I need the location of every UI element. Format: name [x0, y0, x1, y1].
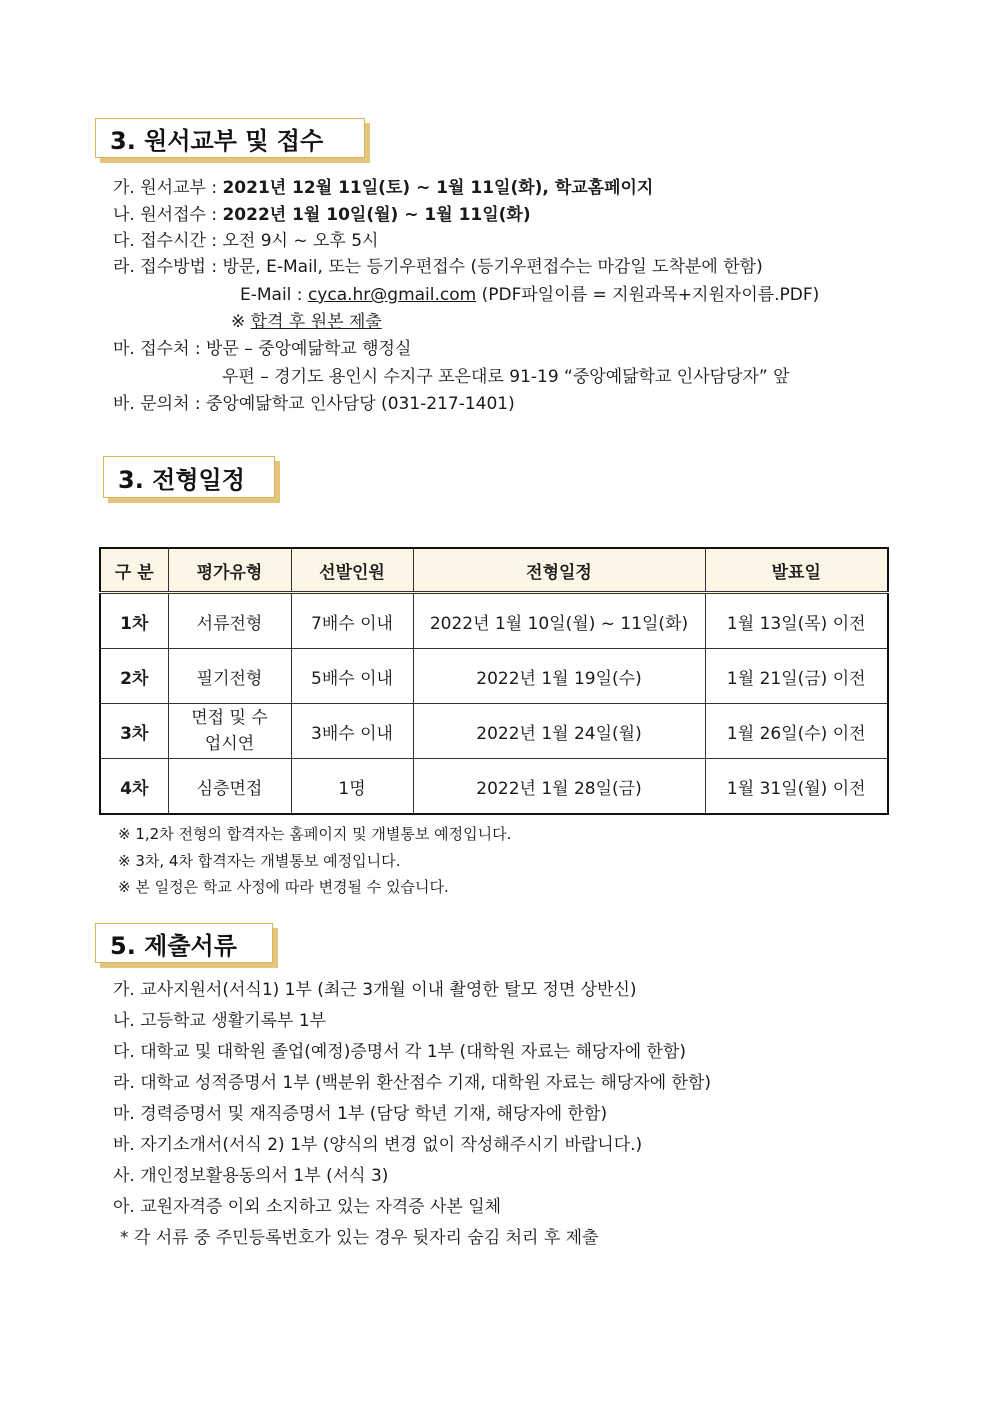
section-title-documents — [95, 923, 273, 963]
section-title-text: 5. 제출서류 — [110, 931, 237, 960]
item-value: 오전 9시 ~ 오후 5시 — [222, 231, 379, 251]
stage-cell: 2차 — [100, 649, 168, 704]
header-cell: 선발인원 — [291, 548, 413, 593]
count-cell: 7배수 이내 — [291, 593, 413, 649]
application-item-2 — [113, 204, 531, 226]
application-item-1 — [113, 177, 653, 199]
document-item: 마. 경력증명서 및 재직증명서 1부 (담당 학년 기재, 해당자에 한함) — [113, 1104, 608, 1124]
venue-post-line — [222, 366, 790, 388]
document-item: 나. 고등학교 생활기록부 1부 — [113, 1011, 327, 1031]
original-note-line — [231, 311, 382, 333]
table-row — [100, 593, 888, 649]
document-item: 아. 교원자격증 이외 소지하고 있는 자격증 사본 일체 — [113, 1197, 502, 1217]
contact-text: 바. 문의처 : 중앙예닮학교 인사담당 (031-217-1401) — [113, 394, 515, 414]
stage-cell: 1차 — [100, 593, 168, 649]
section-title-text: 3. 전형일정 — [118, 465, 245, 494]
application-item-4 — [113, 256, 763, 278]
date-cell: 2022년 1월 28일(금) — [413, 759, 705, 815]
item-value: 방문, E-Mail, 또는 등기우편접수 (등기우편접수는 마감일 도착분에 한함) — [222, 257, 763, 277]
schedule-table — [99, 547, 889, 815]
table-row — [100, 649, 888, 704]
item-label: 라. 접수방법 : — [113, 257, 223, 277]
email-prefix: E-Mail : — [240, 285, 308, 305]
stage-cell: 4차 — [100, 759, 168, 815]
email-line — [240, 284, 819, 306]
type-cell: 심층면접 — [168, 759, 291, 815]
document-item: 가. 교사지원서(서식1) 1부 (최근 3개월 이내 촬영한 탈모 정면 상반신) — [113, 980, 637, 1000]
item-label: 나. 원서접수 : — [113, 205, 223, 225]
type-text: 면접 및 수업시연 — [191, 708, 268, 754]
date-cell: 2022년 1월 19일(수) — [413, 649, 705, 704]
note-mark: ※ — [231, 312, 251, 332]
table-row — [100, 759, 888, 815]
table-header-row — [100, 548, 888, 593]
schedule-note-2: ※ 3차, 4차 합격자는 개별통보 예정입니다. — [118, 852, 401, 870]
section-title-application — [95, 118, 365, 158]
announce-cell: 1월 26일(수) 이전 — [705, 704, 888, 759]
document-item: 다. 대학교 및 대학원 졸업(예정)증명서 각 1부 (대학원 자료는 해당자에 한함) — [113, 1042, 687, 1062]
contact-line — [113, 393, 515, 415]
header-cell: 구 분 — [100, 548, 168, 593]
item-value: 2022년 1월 10일(월) ~ 1월 11일(화) — [222, 205, 531, 225]
venue-visit: 방문 – 중앙예닮학교 행정실 — [206, 339, 412, 359]
count-cell: 3배수 이내 — [291, 704, 413, 759]
count-cell: 5배수 이내 — [291, 649, 413, 704]
application-item-3 — [113, 230, 378, 252]
stage-cell: 3차 — [100, 704, 168, 759]
email-link[interactable]: cyca.hr@gmail.com — [307, 285, 477, 305]
date-cell: 2022년 1월 10일(월) ~ 11일(화) — [413, 593, 705, 649]
venue-line — [113, 338, 411, 360]
date-cell: 2022년 1월 24일(월) — [413, 704, 705, 759]
type-cell: 서류전형 — [168, 593, 291, 649]
document-item: 바. 자기소개서(서식 2) 1부 (양식의 변경 없이 작성해주시기 바랍니다.) — [113, 1135, 643, 1155]
document-item: 사. 개인정보활용동의서 1부 (서식 3) — [113, 1166, 389, 1186]
original-note: 합격 후 원본 제출 — [250, 312, 382, 332]
count-cell: 1명 — [291, 759, 413, 815]
section-title-text: 3. 원서교부 및 접수 — [110, 126, 324, 155]
announce-cell: 1월 21일(금) 이전 — [705, 649, 888, 704]
announce-cell: 1월 31일(월) 이전 — [705, 759, 888, 815]
header-cell: 전형일정 — [413, 548, 705, 593]
email-suffix: (PDF파일이름 = 지원과목+지원자이름.PDF) — [476, 285, 820, 305]
venue-label: 마. 접수처 : — [113, 339, 207, 359]
schedule-note-3: ※ 본 일정은 학교 사정에 따라 변경될 수 있습니다. — [118, 878, 449, 896]
item-label: 가. 원서교부 : — [113, 178, 223, 198]
section-title-schedule — [103, 456, 275, 498]
announce-cell: 1월 13일(목) 이전 — [705, 593, 888, 649]
venue-post: 우편 – 경기도 용인시 수지구 포은대로 91-19 “중앙예닮학교 인사담당자” 앞 — [222, 367, 790, 387]
type-cell: 필기전형 — [168, 649, 291, 704]
item-label: 다. 접수시간 : — [113, 231, 223, 251]
document-item: 라. 대학교 성적증명서 1부 (백분위 환산점수 기재, 대학원 자료는 해당자에 한함) — [113, 1073, 712, 1093]
header-cell: 발표일 — [705, 548, 888, 593]
item-value: 2021년 12월 11일(토) ~ 1월 11일(화), 학교홈페이지 — [222, 178, 654, 198]
table-row — [100, 704, 888, 759]
header-cell: 평가유형 — [168, 548, 291, 593]
document-footnote: * 각 서류 중 주민등록번호가 있는 경우 뒷자리 숨김 처리 후 제출 — [120, 1228, 599, 1248]
schedule-note-1: ※ 1,2차 전형의 합격자는 홈페이지 및 개별통보 예정입니다. — [118, 825, 512, 843]
type-cell — [168, 704, 291, 759]
